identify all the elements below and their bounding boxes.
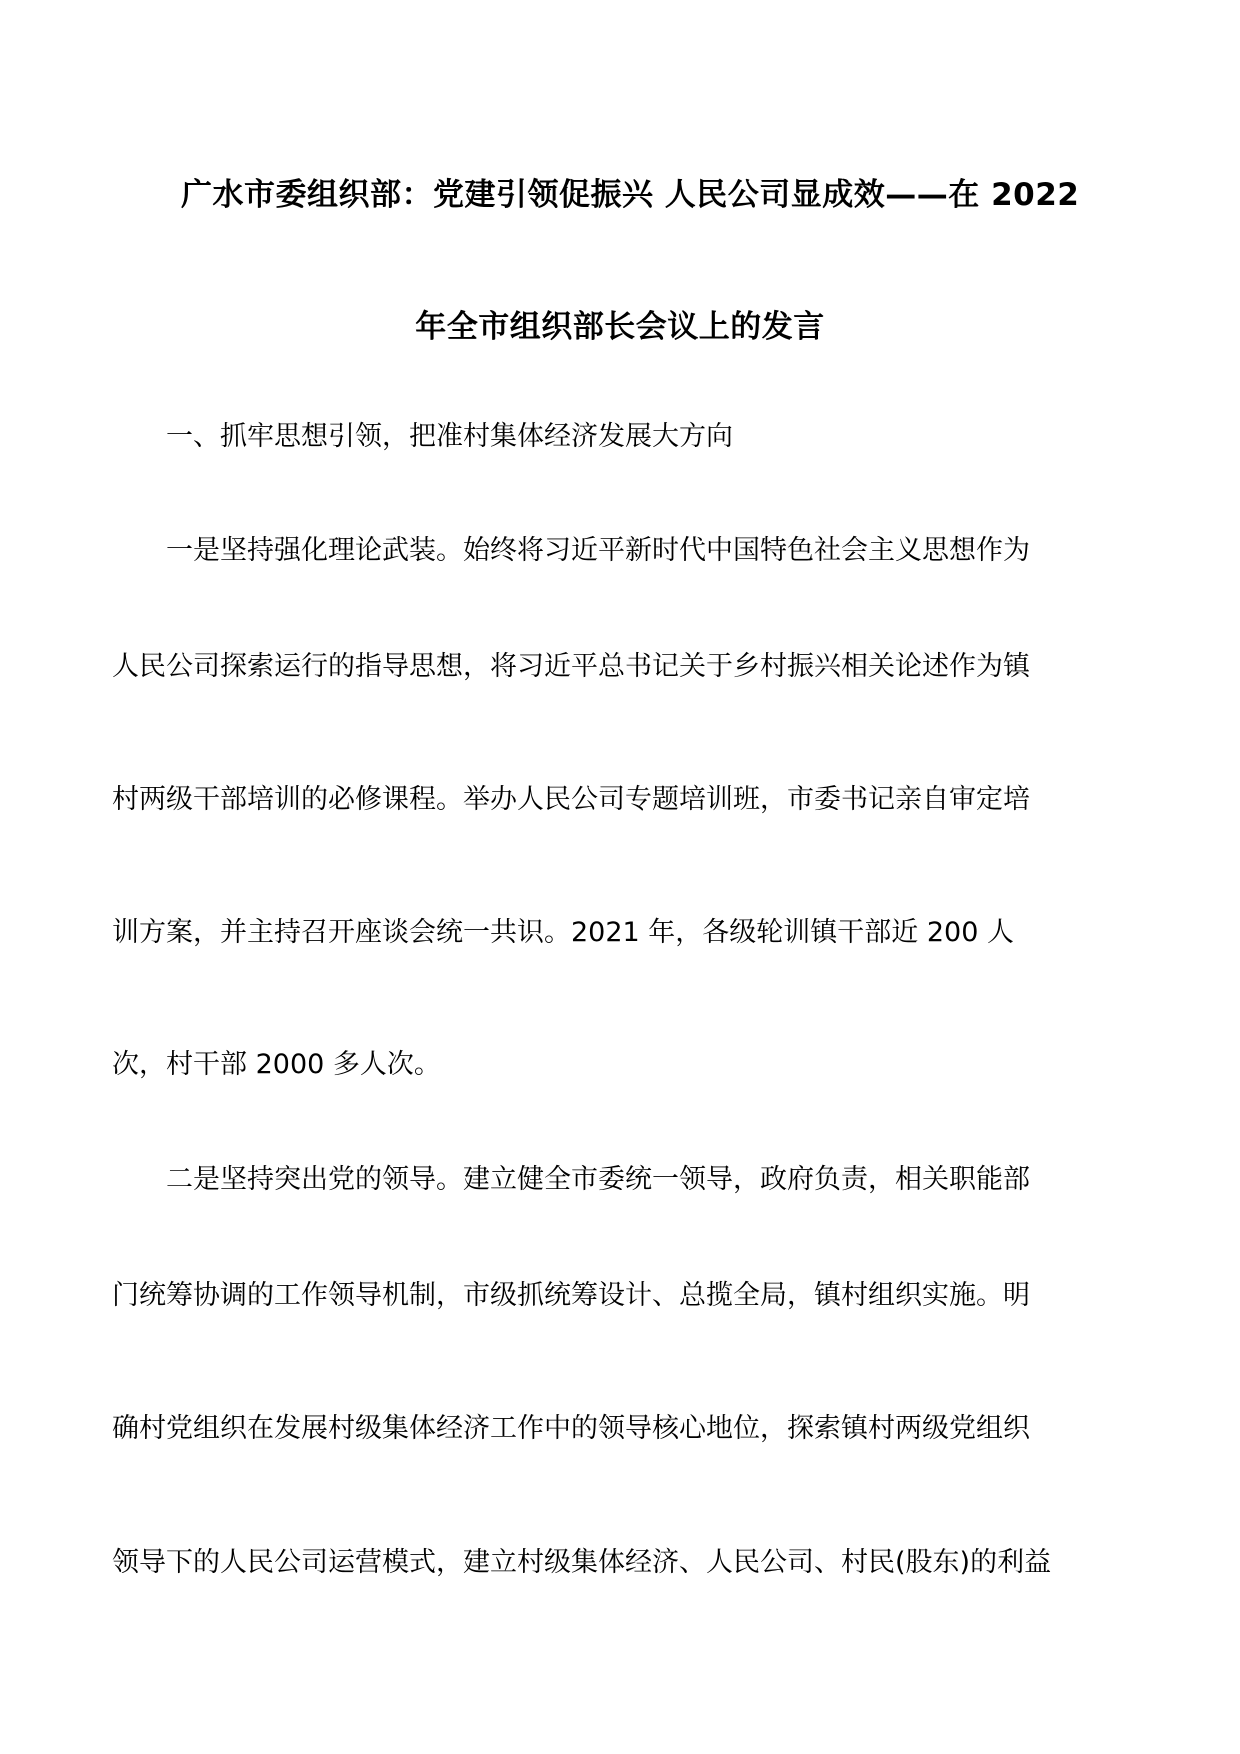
paragraph-line: 二是坚持突出党的领导。建立健全市委统一领导，政府负责，相关职能部 xyxy=(166,1164,1030,1195)
paragraph-line: 门统筹协调的工作领导机制，市级抓统筹设计、总揽全局，镇村组织实施。明 xyxy=(112,1280,1030,1311)
paragraph-line: 确村党组织在发展村级集体经济工作中的领导核心地位，探索镇村两级党组织 xyxy=(112,1413,1030,1444)
paragraph-line: 训方案，并主持召开座谈会统一共识。2021 年，各级轮训镇干部近 200 人 xyxy=(112,917,1014,948)
paragraph-line: 人民公司探索运行的指导思想，将习近平总书记关于乡村振兴相关论述作为镇 xyxy=(112,651,1030,682)
paragraph-line: 一是坚持强化理论武装。始终将习近平新时代中国特色社会主义思想作为 xyxy=(166,535,1030,566)
document-title-line-2: 年全市组织部长会议上的发言 xyxy=(415,309,825,345)
section-heading: 一、抓牢思想引领，把准村集体经济发展大方向 xyxy=(166,421,733,452)
paragraph-line: 次，村干部 2000 多人次。 xyxy=(112,1049,441,1080)
paragraph-line: 领导下的人民公司运营模式，建立村级集体经济、人民公司、村民(股东)的利益 xyxy=(112,1547,1052,1578)
document-title-line-1: 广水市委组织部：党建引领促振兴 人民公司显成效——在 2022 xyxy=(181,177,1080,213)
paragraph-line: 村两级干部培训的必修课程。举办人民公司专题培训班，市委书记亲自审定培 xyxy=(112,784,1030,815)
